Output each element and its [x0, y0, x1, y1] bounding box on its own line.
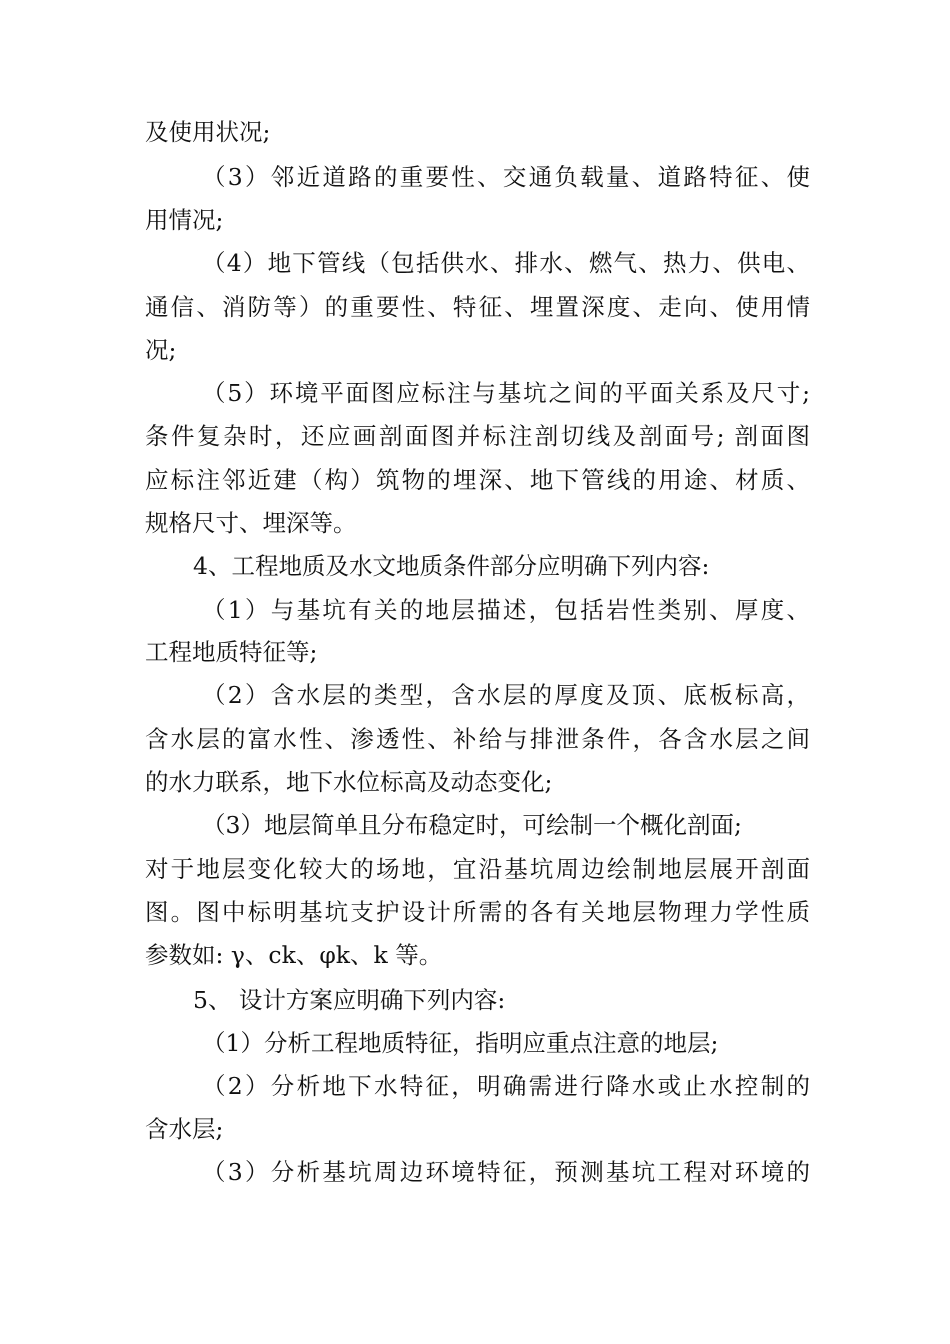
text-line: 对于地层变化较大的场地，宜沿基坑周边绘制地层展开剖面 — [145, 855, 810, 883]
text-line: （1）与基坑有关的地层描述，包括岩性类别、厚度、 — [202, 596, 810, 624]
text-line: 条件复杂时，还应画剖面图并标注剖切线及剖面号; 剖面图 — [145, 422, 810, 450]
text-line: 通信、消防等）的重要性、特征、埋置深度、走向、使用情 — [145, 293, 810, 321]
text-line: （4）地下管线（包括供水、排水、燃气、热力、供电、 — [202, 249, 810, 277]
text-line: 含水层; — [145, 1115, 224, 1143]
text-line: 含水层的富水性、渗透性、补给与排泄条件，各含水层之间 — [145, 725, 810, 753]
text-line: 况; — [145, 336, 177, 364]
text-line: 应标注邻近建（构）筑物的埋深、地下管线的用途、材质、 — [145, 466, 810, 494]
text-line: （1）分析工程地质特征，指明应重点注意的地层; — [202, 1029, 719, 1057]
text-line: （3）分析基坑周边环境特征，预测基坑工程对环境的 — [202, 1158, 810, 1186]
text-line: 及使用状况; — [145, 118, 271, 146]
text-line: 规格尺寸、埋深等。 — [145, 509, 357, 537]
text-line: 参数如: γ、ck、φk、k 等。 — [145, 941, 443, 969]
text-line: 工程地质特征等; — [145, 638, 318, 666]
text-line: 的水力联系，地下水位标高及动态变化; — [145, 768, 553, 796]
text-line: （2）分析地下水特征，明确需进行降水或止水控制的 — [202, 1072, 810, 1100]
text-line: （3）地层简单且分布稳定时，可绘制一个概化剖面; — [202, 811, 742, 839]
text-line: 用情况; — [145, 206, 224, 234]
text-line: （2）含水层的类型，含水层的厚度及顶、底板标高， — [202, 681, 810, 709]
text-line: （3）邻近道路的重要性、交通负载量、道路特征、使 — [202, 163, 810, 191]
text-line: 图。图中标明基坑支护设计所需的各有关地层物理力学性质 — [145, 898, 810, 926]
section-heading: 5、 设计方案应明确下列内容: — [193, 986, 506, 1014]
section-heading: 4、工程地质及水文地质条件部分应明确下列内容: — [193, 552, 710, 580]
text-line: （5）环境平面图应标注与基坑之间的平面关系及尺寸; — [202, 379, 810, 407]
